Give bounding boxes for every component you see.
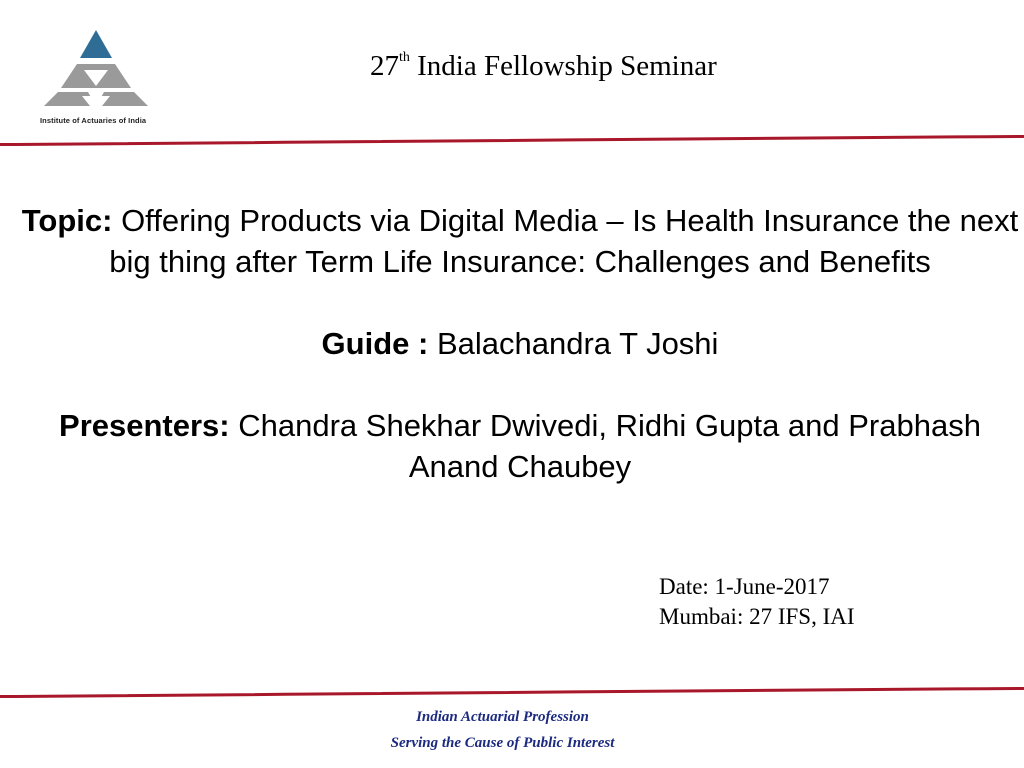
logo-caption: Institute of Actuaries of India xyxy=(40,116,147,125)
guide-label: Guide : xyxy=(321,326,429,361)
date-location xyxy=(659,572,855,632)
footer-line-1: Indian Actuarial Profession xyxy=(416,709,589,725)
presenters-label: Presenters: xyxy=(59,408,230,443)
presenters-names: Chandra Shekhar Dwivedi, Ridhi Gupta and Prabhash Anand Chaubey xyxy=(238,408,981,484)
slide-body xyxy=(20,200,1020,487)
seminar-number: 27 xyxy=(370,50,399,82)
location-line: Mumbai: 27 IFS, IAI xyxy=(659,604,855,629)
footer xyxy=(0,704,1005,756)
seminar-name: India Fellowship Seminar xyxy=(417,50,717,82)
guide-name: Balachandra T Joshi xyxy=(436,326,719,361)
guide-block xyxy=(20,323,1020,364)
presenters-block xyxy=(20,405,1020,487)
institute-logo xyxy=(36,26,156,130)
topic-text: Offering Products via Digital Media – Is Health Insurance the next big thing after Term Life Insurance: Challenges and Benefits xyxy=(109,203,1019,279)
date-line: Date: 1-June-2017 xyxy=(659,574,830,599)
seminar-title xyxy=(370,50,717,83)
topic-block xyxy=(20,200,1020,282)
header-divider xyxy=(0,134,1024,146)
footer-line-2: Serving the Cause of Public Interest xyxy=(390,735,615,751)
logo-emblem-icon xyxy=(36,26,156,116)
topic-label: Topic: xyxy=(21,203,113,238)
seminar-ordinal-suffix: th xyxy=(399,50,410,65)
footer-divider xyxy=(0,686,1024,698)
